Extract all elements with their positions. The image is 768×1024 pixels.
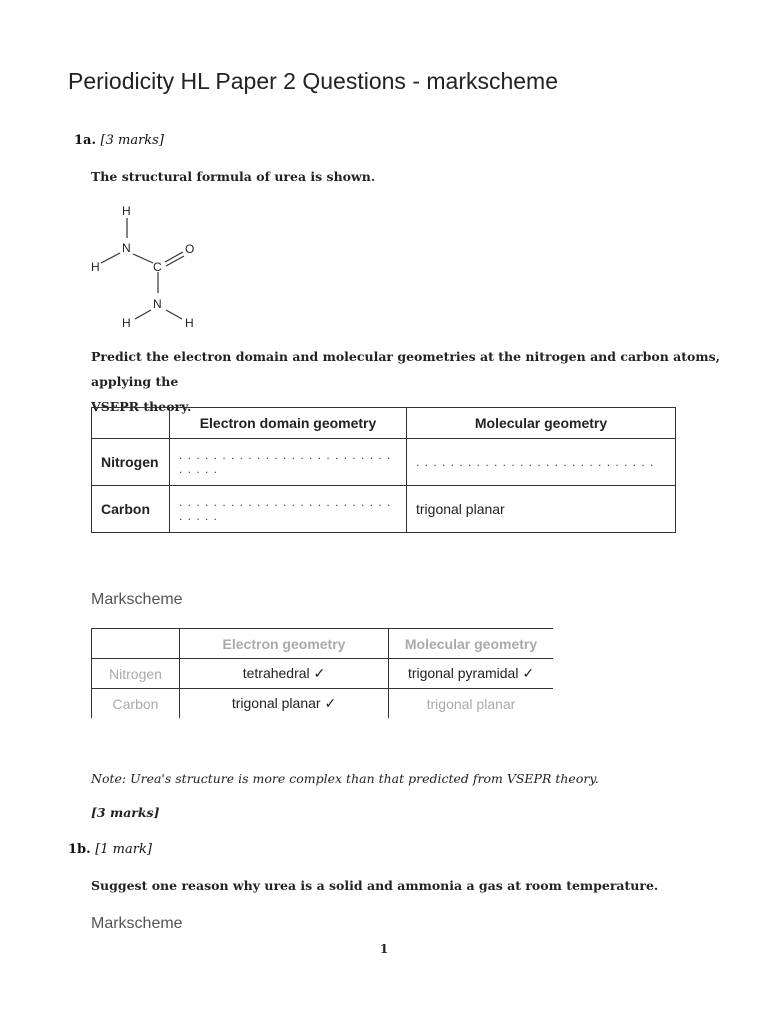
- table-header-row: [92, 629, 554, 659]
- answer-blank: . . . . . . . . . . . . . . . . . . . . . . . . . . . . . .: [170, 439, 407, 486]
- urea-structure: [85, 200, 205, 335]
- question-1a-prompt: The structural formula of urea is shown.: [91, 169, 376, 184]
- question-number: 1b.: [68, 842, 91, 857]
- atom-n: N: [122, 241, 131, 255]
- atom-h: H: [122, 204, 131, 218]
- question-1a-header: [74, 133, 164, 148]
- row-label: Nitrogen: [92, 439, 170, 486]
- row-label: Carbon: [92, 689, 180, 719]
- table-header-cell: [92, 408, 170, 439]
- question-line: VSEPR theory.: [91, 399, 192, 414]
- table-row: [92, 659, 554, 689]
- table-row: [92, 689, 554, 719]
- row-label: Nitrogen: [92, 659, 180, 689]
- page-title: Periodicity HL Paper 2 Questions - markscheme: [68, 68, 559, 94]
- table-cell: trigonal pyramidal ✓: [389, 659, 554, 689]
- atom-h: H: [122, 316, 131, 330]
- table-cell: trigonal planar: [389, 689, 554, 719]
- question-marks: [1 mark]: [95, 842, 152, 857]
- question-marks: [3 marks]: [100, 133, 164, 148]
- table-header-row: [92, 408, 676, 439]
- row-label: Carbon: [92, 486, 170, 533]
- markscheme-note: Note: Urea's structure is more complex than that predicted from VSEPR theory.: [91, 771, 599, 786]
- table-header-cell: Electron domain geometry: [170, 408, 407, 439]
- table-cell: tetrahedral ✓: [180, 659, 389, 689]
- marks-total: [3 marks]: [91, 805, 160, 820]
- atom-h: H: [185, 316, 194, 330]
- answer-blank: . . . . . . . . . . . . . . . . . . . . . . . . . . . .: [407, 439, 676, 486]
- markscheme-heading: Markscheme: [91, 591, 183, 608]
- question-line: Predict the electron domain and molecular geometries at the nitrogen and carbon atoms, applying the: [91, 349, 720, 389]
- markscheme-heading: Markscheme: [91, 915, 183, 932]
- table-header-cell: Electron geometry: [180, 629, 389, 659]
- question-1b-prompt: Suggest one reason why urea is a solid and ammonia a gas at room temperature.: [91, 878, 659, 893]
- table-header-cell: Molecular geometry: [389, 629, 554, 659]
- markscheme-table: [91, 628, 553, 718]
- atom-o: O: [185, 242, 195, 256]
- table-cell: trigonal planar ✓: [180, 689, 389, 719]
- table-cell: trigonal planar: [407, 486, 676, 533]
- page-number: 1: [379, 942, 389, 956]
- table-row: [92, 486, 676, 533]
- question-table: [91, 407, 676, 533]
- table-header-cell: [92, 629, 180, 659]
- atom-c: C: [153, 260, 162, 274]
- answer-blank: . . . . . . . . . . . . . . . . . . . . . . . . . . . . . .: [170, 486, 407, 533]
- table-header-cell: Molecular geometry: [407, 408, 676, 439]
- table-row: [92, 439, 676, 486]
- question-number: 1a.: [74, 133, 96, 148]
- question-1b-header: [68, 842, 152, 857]
- atom-h: H: [91, 260, 100, 274]
- atom-n: N: [153, 297, 162, 311]
